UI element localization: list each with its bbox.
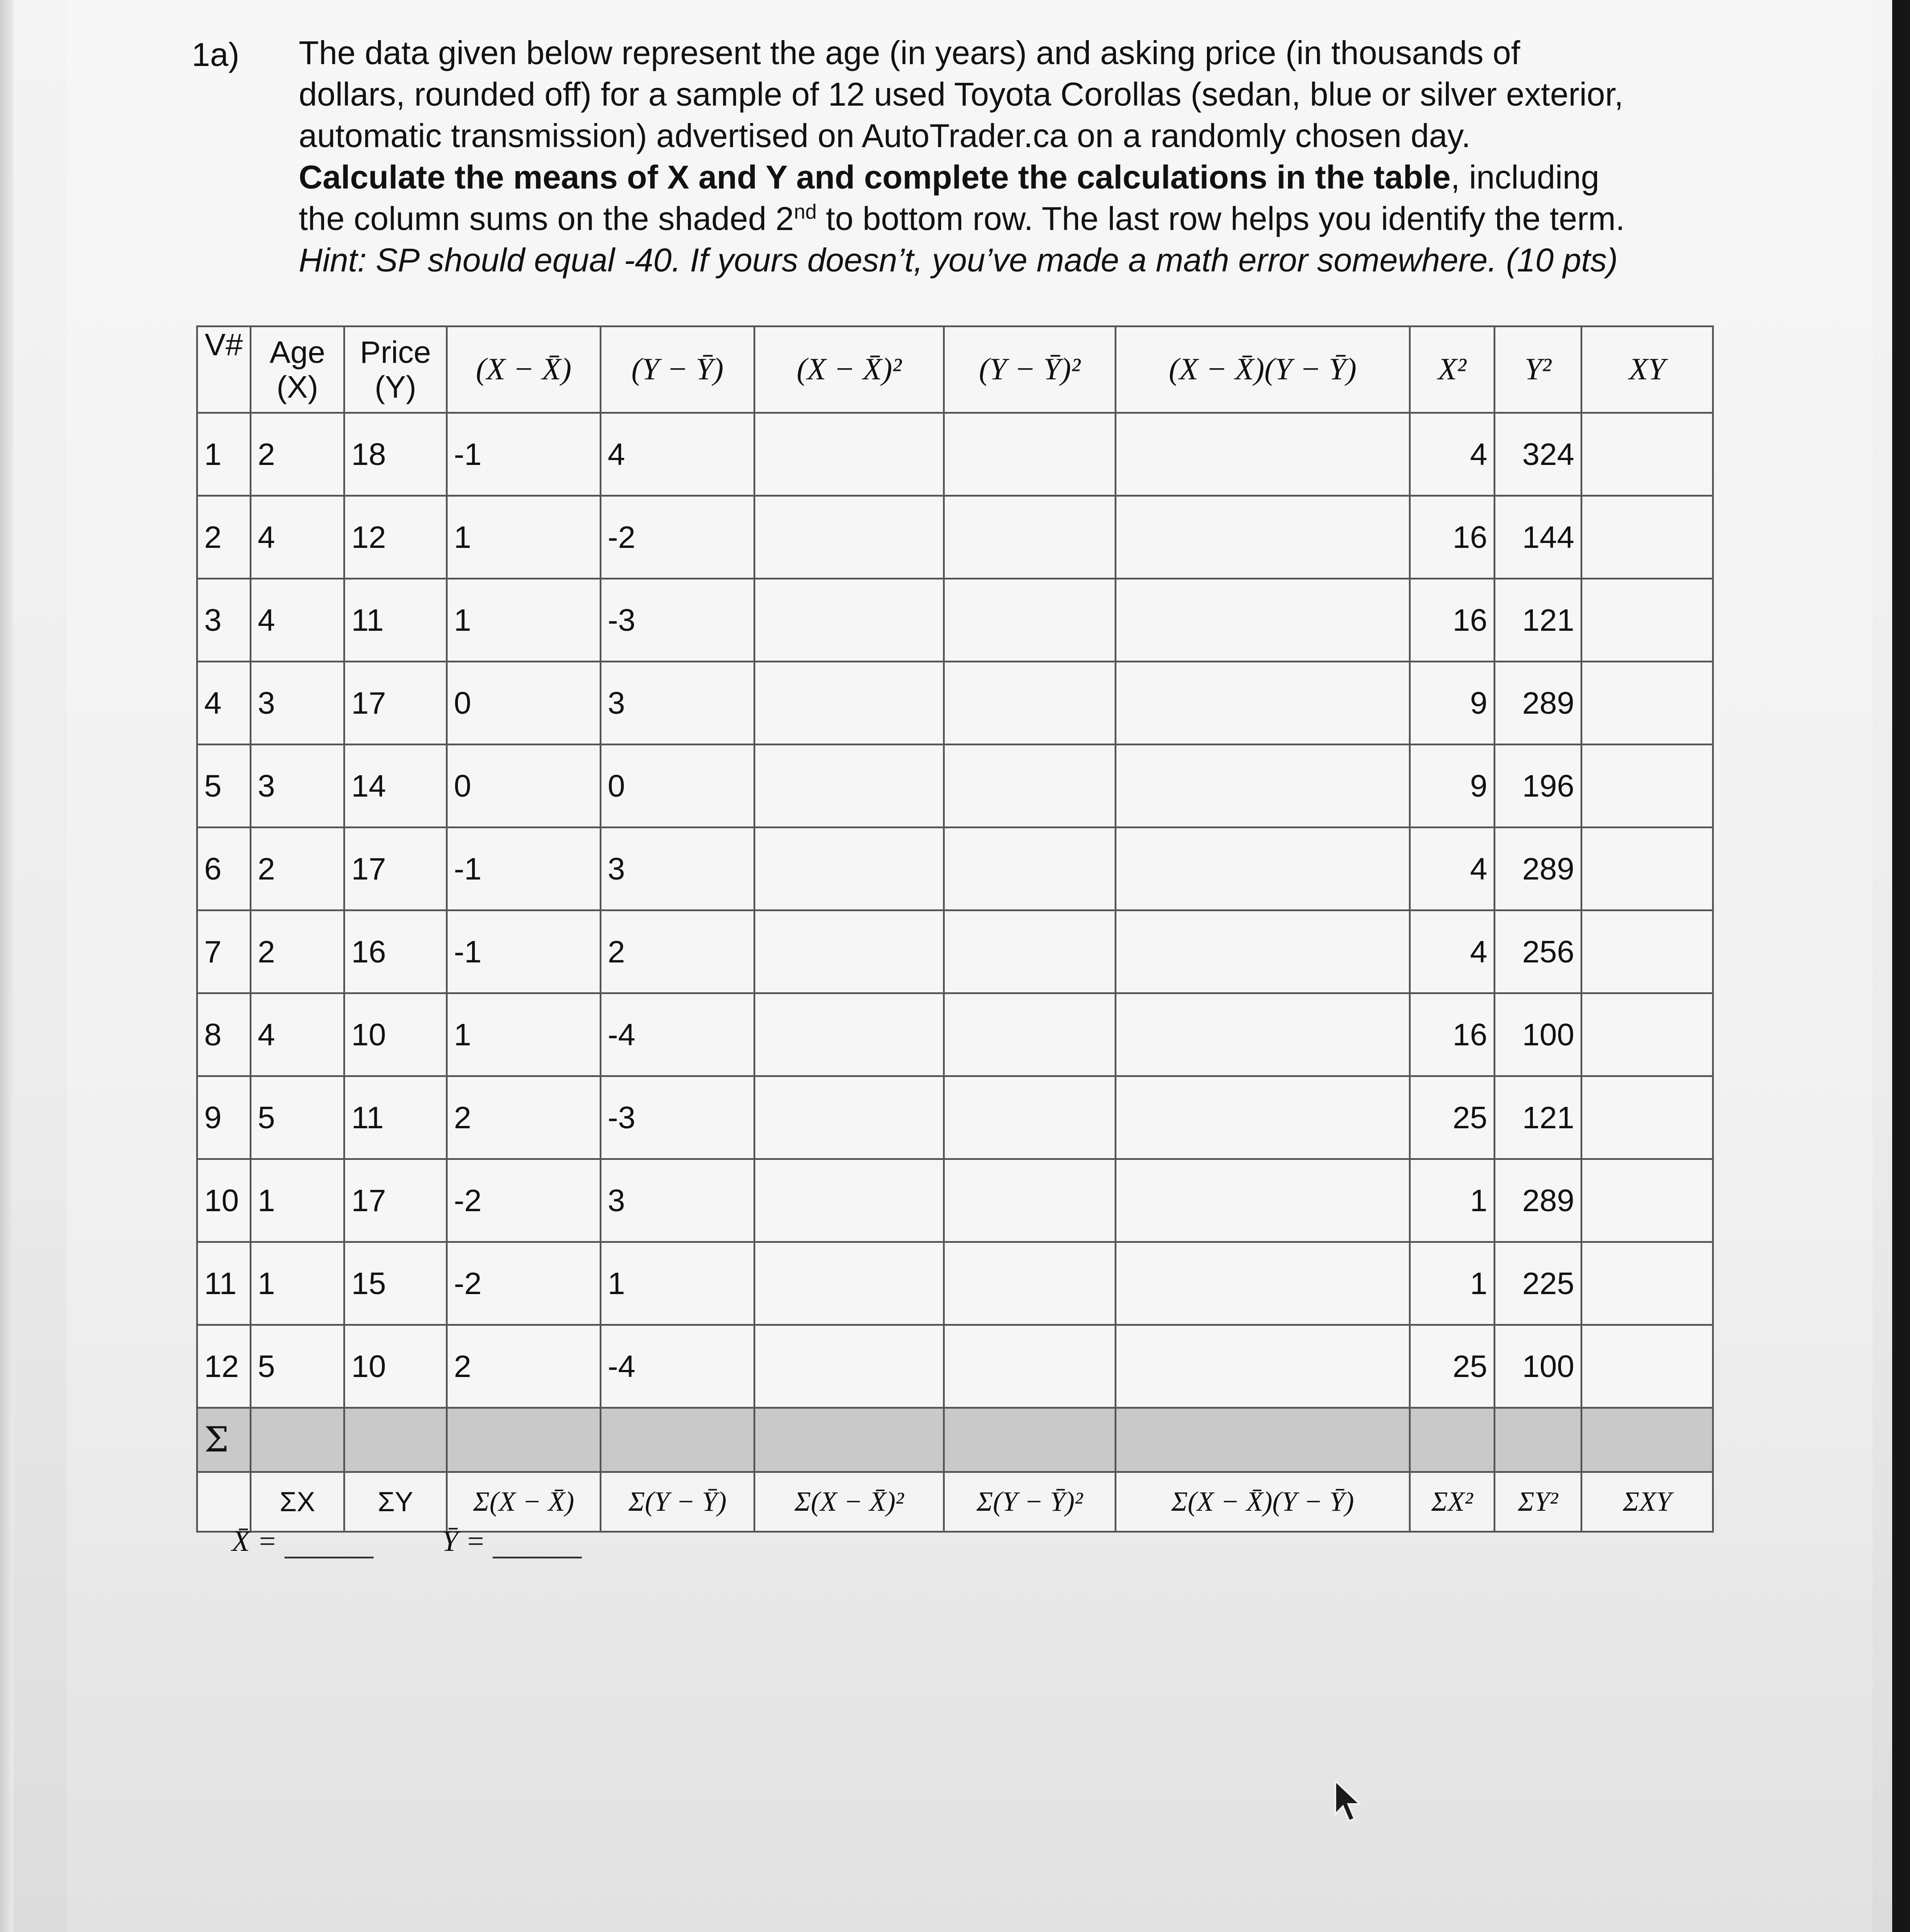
y-mean-blank[interactable]	[493, 1530, 582, 1558]
vehicle-number-cell: 10	[197, 1159, 251, 1242]
x-deviation-squared-cell[interactable]	[754, 413, 944, 496]
price-cell: 17	[344, 827, 447, 910]
x-squared-cell: 9	[1410, 662, 1494, 744]
price-cell: 17	[344, 1159, 447, 1242]
x-deviation-squared-cell[interactable]	[754, 1159, 944, 1242]
sum-x-cell[interactable]	[251, 1408, 344, 1472]
y-squared-cell: 225	[1494, 1242, 1581, 1325]
y-deviation-cell: 2	[601, 910, 754, 993]
age-cell: 4	[251, 496, 344, 579]
x-squared-cell: 4	[1410, 413, 1494, 496]
y-squared-cell: 144	[1494, 496, 1581, 579]
xy-cell[interactable]	[1581, 662, 1713, 744]
header-price-symbol: (Y)	[375, 370, 416, 404]
cross-product-cell[interactable]	[1116, 744, 1410, 827]
age-cell: 2	[251, 827, 344, 910]
sum-dy2-cell[interactable]	[944, 1408, 1116, 1472]
price-cell: 12	[344, 496, 447, 579]
x-deviation-squared-cell[interactable]	[754, 1325, 944, 1408]
table-row	[197, 744, 1713, 827]
age-cell: 4	[251, 579, 344, 662]
vehicle-number-cell: 2	[197, 496, 251, 579]
cross-product-cell[interactable]	[1116, 1325, 1410, 1408]
vehicle-number-cell: 4	[197, 662, 251, 744]
vehicle-number-cell: 5	[197, 744, 251, 827]
hint-text: Hint: SP should equal -40. If yours doesn’t, you’ve made a math error somewhere. (10 pts)	[299, 242, 1618, 279]
label-sum-dx2: Σ(X − X̄)²	[754, 1472, 944, 1532]
table-row	[197, 579, 1713, 662]
y-squared-cell: 196	[1494, 744, 1581, 827]
y-squared-cell: 289	[1494, 1159, 1581, 1242]
table-row	[197, 662, 1713, 744]
y-deviation-cell: 3	[601, 827, 754, 910]
header-xy: XY	[1581, 326, 1713, 413]
y-deviation-cell: 0	[601, 744, 754, 827]
mouse-pointer-svg	[1333, 1779, 1364, 1823]
vehicle-number-cell: 9	[197, 1076, 251, 1159]
y-squared-cell: 324	[1494, 413, 1581, 496]
xy-cell[interactable]	[1581, 579, 1713, 662]
vehicle-number-cell: 8	[197, 993, 251, 1076]
label-sum-dxdy: Σ(X − X̄)(Y − Ȳ)	[1116, 1472, 1410, 1532]
table-row	[197, 1159, 1713, 1242]
x-deviation-squared-cell[interactable]	[754, 1076, 944, 1159]
instruction-bold: Calculate the means of X and Y and complete the calculations in the table	[299, 159, 1451, 196]
sigma-symbol: Σ	[204, 1420, 229, 1460]
y-deviation-squared-cell[interactable]	[944, 744, 1116, 827]
y-deviation-squared-cell[interactable]	[944, 413, 1116, 496]
cross-product-cell[interactable]	[1116, 993, 1410, 1076]
y-deviation-cell: -4	[601, 993, 754, 1076]
x-deviation-cell: -2	[447, 1159, 601, 1242]
y-squared-cell: 256	[1494, 910, 1581, 993]
xy-cell[interactable]	[1581, 744, 1713, 827]
table-row	[197, 993, 1713, 1076]
vehicle-number-cell: 3	[197, 579, 251, 662]
question-line-2: dollars, rounded off) for a sample of 12 used Toyota Corollas (sedan, blue or silver exterior,	[299, 76, 1624, 113]
sum-dxdy-cell[interactable]	[1116, 1408, 1410, 1472]
y-deviation-cell: -2	[601, 496, 754, 579]
sum-label-row	[197, 1472, 1713, 1532]
table-row	[197, 1242, 1713, 1325]
cross-product-cell[interactable]	[1116, 827, 1410, 910]
y-squared-cell: 289	[1494, 827, 1581, 910]
line5-post: to bottom row. The last row helps you identify the term.	[816, 200, 1625, 237]
age-cell: 1	[251, 1159, 344, 1242]
table-row	[197, 413, 1713, 496]
y-deviation-squared-cell[interactable]	[944, 1076, 1116, 1159]
sum-y2-cell[interactable]	[1494, 1408, 1581, 1472]
header-x-squared: X²	[1410, 326, 1494, 413]
header-x-deviation: (X − X̄)	[447, 326, 601, 413]
y-deviation-squared-cell[interactable]	[944, 496, 1116, 579]
header-age-symbol: (X)	[276, 370, 318, 404]
header-age-label: Age	[269, 335, 325, 370]
price-cell: 15	[344, 1242, 447, 1325]
cross-product-cell[interactable]	[1116, 910, 1410, 993]
header-row	[197, 326, 1713, 413]
x-squared-cell: 9	[1410, 744, 1494, 827]
age-cell: 4	[251, 993, 344, 1076]
vehicle-number-cell: 6	[197, 827, 251, 910]
label-sum-x2: ΣX²	[1410, 1472, 1494, 1532]
table-row	[197, 1325, 1713, 1408]
x-deviation-squared-cell[interactable]	[754, 579, 944, 662]
y-deviation-cell: -3	[601, 579, 754, 662]
sum-row	[197, 1408, 1713, 1472]
table-row	[197, 496, 1713, 579]
x-squared-cell: 16	[1410, 496, 1494, 579]
header-y-deviation-squared: (Y − Ȳ)²	[944, 326, 1116, 413]
y-squared-cell: 100	[1494, 993, 1581, 1076]
x-mean-blank[interactable]	[284, 1530, 374, 1558]
label-sum-y2: ΣY²	[1494, 1472, 1581, 1532]
x-deviation-cell: -1	[447, 413, 601, 496]
y-deviation-cell: -4	[601, 1325, 754, 1408]
x-squared-cell: 1	[1410, 1242, 1494, 1325]
xy-cell[interactable]	[1581, 993, 1713, 1076]
header-cross-product: (X − X̄)(Y − Ȳ)	[1116, 326, 1410, 413]
label-sum-y: ΣY	[344, 1472, 447, 1532]
x-squared-cell: 16	[1410, 579, 1494, 662]
y-deviation-cell: 3	[601, 662, 754, 744]
label-sum-dx: Σ(X − X̄)	[447, 1472, 601, 1532]
x-deviation-squared-cell[interactable]	[754, 827, 944, 910]
xy-cell[interactable]	[1581, 1325, 1713, 1408]
age-cell: 2	[251, 413, 344, 496]
question-line-5	[299, 198, 1792, 239]
x-deviation-squared-cell[interactable]	[754, 1242, 944, 1325]
label-sum-dy2: Σ(Y − Ȳ)²	[944, 1472, 1116, 1532]
age-cell: 5	[251, 1325, 344, 1408]
label-sum-x: ΣX	[251, 1472, 344, 1532]
line5-sup: nd	[794, 200, 817, 223]
price-cell: 11	[344, 1076, 447, 1159]
vehicle-number-cell: 11	[197, 1242, 251, 1325]
x-mean-label: X̄ =	[232, 1525, 277, 1558]
x-deviation-cell: -2	[447, 1242, 601, 1325]
table-row	[197, 910, 1713, 993]
screen-left-edge	[0, 0, 13, 1932]
cross-product-cell[interactable]	[1116, 662, 1410, 744]
xy-cell[interactable]	[1581, 413, 1713, 496]
x-squared-cell: 4	[1410, 827, 1494, 910]
question-text	[299, 32, 1792, 281]
price-cell: 14	[344, 744, 447, 827]
label-sum-dy: Σ(Y − Ȳ)	[601, 1472, 754, 1532]
line5-pre: the column sums on the shaded 2	[299, 200, 794, 237]
x-deviation-cell: 1	[447, 496, 601, 579]
price-cell: 18	[344, 413, 447, 496]
sum-x2-cell[interactable]	[1410, 1408, 1494, 1472]
means-line	[232, 1525, 582, 1558]
age-cell: 3	[251, 662, 344, 744]
y-squared-cell: 289	[1494, 662, 1581, 744]
screen-right-bezel	[1892, 0, 1910, 1932]
cross-product-cell[interactable]	[1116, 1242, 1410, 1325]
vehicle-number-cell: 7	[197, 910, 251, 993]
sum-xy-cell[interactable]	[1581, 1408, 1713, 1472]
x-deviation-squared-cell[interactable]	[754, 496, 944, 579]
xy-cell[interactable]	[1581, 1242, 1713, 1325]
y-deviation-cell: 1	[601, 1242, 754, 1325]
xy-cell[interactable]	[1581, 910, 1713, 993]
sum-y-cell[interactable]	[344, 1408, 447, 1472]
age-cell: 1	[251, 1242, 344, 1325]
y-squared-cell: 121	[1494, 579, 1581, 662]
xy-cell[interactable]	[1581, 1076, 1713, 1159]
price-cell: 11	[344, 579, 447, 662]
x-deviation-cell: 0	[447, 662, 601, 744]
instruction-tail: , including	[1450, 159, 1600, 196]
y-deviation-squared-cell[interactable]	[944, 1159, 1116, 1242]
header-y-deviation: (Y − Ȳ)	[601, 326, 754, 413]
table-row	[197, 1076, 1713, 1159]
y-deviation-squared-cell[interactable]	[944, 1325, 1116, 1408]
y-deviation-squared-cell[interactable]	[944, 1242, 1116, 1325]
x-deviation-cell: 1	[447, 579, 601, 662]
y-deviation-squared-cell[interactable]	[944, 579, 1116, 662]
price-cell: 17	[344, 662, 447, 744]
sum-dx-cell[interactable]	[447, 1408, 601, 1472]
cross-product-cell[interactable]	[1116, 1159, 1410, 1242]
xy-cell[interactable]	[1581, 496, 1713, 579]
question-number: 1a)	[192, 36, 239, 73]
label-empty	[197, 1472, 251, 1532]
header-y-squared: Y²	[1494, 326, 1581, 413]
y-squared-cell: 121	[1494, 1076, 1581, 1159]
x-deviation-squared-cell[interactable]	[754, 993, 944, 1076]
vehicle-number-cell: 12	[197, 1325, 251, 1408]
y-deviation-cell: 4	[601, 413, 754, 496]
x-deviation-cell: 2	[447, 1325, 601, 1408]
header-price-label: Price	[360, 335, 431, 370]
x-squared-cell: 1	[1410, 1159, 1494, 1242]
question-line-1: The data given below represent the age (in years) and asking price (in thousands of	[299, 34, 1520, 71]
question-line-3: automatic transmission) advertised on AutoTrader.ca on a randomly chosen day.	[299, 117, 1471, 154]
y-deviation-cell: -3	[601, 1076, 754, 1159]
label-sum-xy: ΣXY	[1581, 1472, 1713, 1532]
y-deviation-cell: 3	[601, 1159, 754, 1242]
y-deviation-squared-cell[interactable]	[944, 993, 1116, 1076]
y-deviation-squared-cell[interactable]	[944, 662, 1116, 744]
x-deviation-squared-cell[interactable]	[754, 662, 944, 744]
age-cell: 2	[251, 910, 344, 993]
age-cell: 5	[251, 1076, 344, 1159]
sum-symbol-cell	[197, 1408, 251, 1472]
calculation-table	[196, 325, 1714, 1533]
header-age	[251, 326, 344, 413]
y-deviation-squared-cell[interactable]	[944, 827, 1116, 910]
y-mean-label: Ȳ =	[441, 1525, 486, 1558]
header-v: V#	[197, 326, 251, 413]
x-deviation-squared-cell[interactable]	[754, 910, 944, 993]
cross-product-cell[interactable]	[1116, 496, 1410, 579]
sum-dy-cell[interactable]	[601, 1408, 754, 1472]
y-squared-cell: 100	[1494, 1325, 1581, 1408]
x-deviation-cell: 1	[447, 993, 601, 1076]
xy-cell[interactable]	[1581, 827, 1713, 910]
price-cell: 10	[344, 993, 447, 1076]
x-squared-cell: 4	[1410, 910, 1494, 993]
price-cell: 16	[344, 910, 447, 993]
sum-dx2-cell[interactable]	[754, 1408, 944, 1472]
price-cell: 10	[344, 1325, 447, 1408]
cross-product-cell[interactable]	[1116, 1076, 1410, 1159]
question-line-4	[299, 156, 1792, 198]
y-deviation-squared-cell[interactable]	[944, 910, 1116, 993]
header-price	[344, 326, 447, 413]
x-deviation-cell: 2	[447, 1076, 601, 1159]
table-body	[197, 413, 1713, 1408]
x-deviation-squared-cell[interactable]	[754, 744, 944, 827]
x-squared-cell: 16	[1410, 993, 1494, 1076]
x-deviation-cell: 0	[447, 744, 601, 827]
x-deviation-cell: -1	[447, 827, 601, 910]
cross-product-cell[interactable]	[1116, 413, 1410, 496]
cross-product-cell[interactable]	[1116, 579, 1410, 662]
x-squared-cell: 25	[1410, 1325, 1494, 1408]
vehicle-number-cell: 1	[197, 413, 251, 496]
header-x-deviation-squared: (X − X̄)²	[754, 326, 944, 413]
xy-cell[interactable]	[1581, 1159, 1713, 1242]
table-row	[197, 827, 1713, 910]
x-deviation-cell: -1	[447, 910, 601, 993]
x-squared-cell: 25	[1410, 1076, 1494, 1159]
age-cell: 3	[251, 744, 344, 827]
